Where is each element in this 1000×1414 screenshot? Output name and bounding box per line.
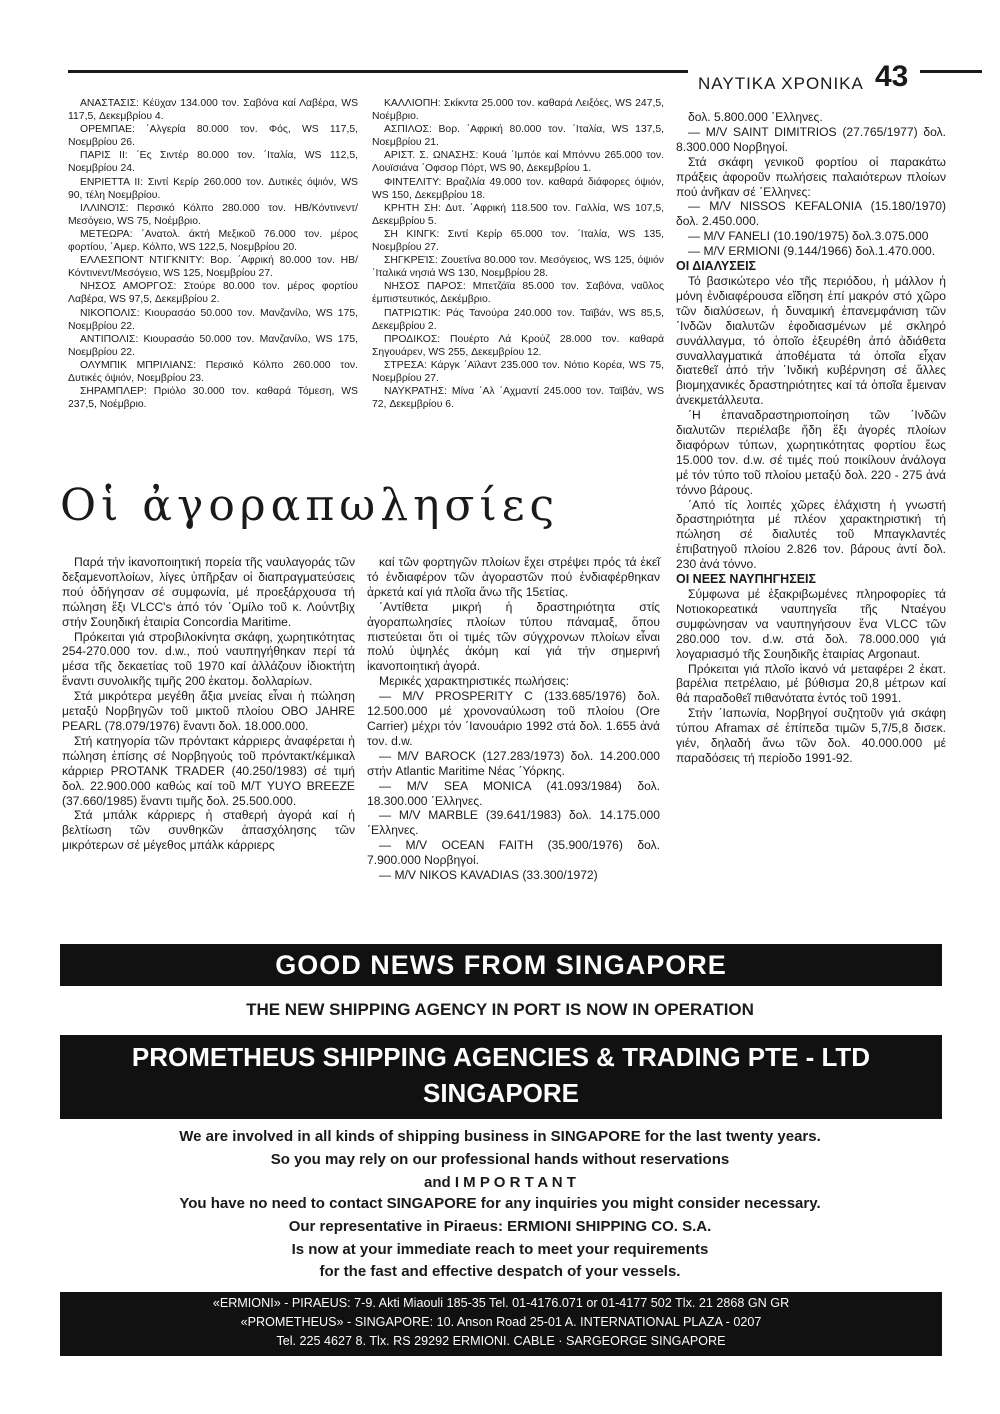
ad-subhead: THE NEW SHIPPING AGENCY IN PORT IS NOW IN OPERATION [246, 1000, 754, 1019]
list-item: ΣΗ ΚΙΝΓΚ: Σιντί Κερίρ 65.000 τον. ΄Ιταλία, WS 135, Νοεμβρίου 27. [372, 228, 664, 254]
ad-banner: GOOD NEWS FROM SINGAPORE [60, 944, 942, 986]
magazine-title: ΝΑΥΤΙΚΑ ΧΡΟΝΙΚΑ [698, 74, 864, 93]
list-item: ΑΝΑΣΤΑΣΙΣ: Κέϋχαν 134.000 τον. Σαβόνα καί Λαβέρα, WS 117,5, Δεκεμβρίου 4. [68, 98, 358, 123]
section-heading-scrapping: ΟΙ ΔΙΑΛΥΣΕΙΣ [676, 259, 757, 274]
paragraph: Στά μπάλκ κάρριερς ἡ σταθερή ἀγορά καί ἡ βελτίωση τῶν συνθηκῶν ἀπασχόλησης τῶν μικρότερων σέ μέγεθος μπάλκ κάρριερς [62, 808, 355, 853]
list-item: ΝΗΣΟΣ ΠΑΡΟΣ: Μπετζάϊα 85.000 τον. Σαβόνα, ναῦλος έμπιστευτικός, Δεκέμβριο. [372, 281, 664, 306]
article-col1 [62, 555, 355, 853]
paragraph: — M/V NISSOS KEFALONIA (15.180/1970) δολ. 2.450.000. [676, 199, 946, 229]
ad-text-line: and I M P O R T A N T [424, 1174, 576, 1191]
paragraph: Στά μικρότερα μεγέθη ἄξια μνείας εἶναι ἡ πώληση μεταξύ Νορβηγῶν τοῦ μικτοῦ πλοίου OBO JAHRE PEARL (78.079/1976) ἔναντι δολ. 18.000.000. [62, 689, 355, 733]
sales-list-col2 [372, 97, 664, 411]
list-item: ΚΡΗΤΗ ΣΗ: Δυτ. ΄Αφρική 118.500 τον. Γαλλία, WS 107,5, Δεκεμβρίου 5. [372, 202, 664, 227]
list-item: ΑΣΠΙΛΟΣ: Βορ. ΄Αφρική 80.000 τον. ΄Ιταλία, WS 137,5, Νοεμβρίου 21. [372, 124, 664, 149]
paragraph: — M/V SEA MONICA (41.093/1984) δολ. 18.300.000 ΄Ελληνες. [367, 778, 660, 808]
list-item: ΦΙΝΤΕΛΙΤΥ: Βραζιλία 49.000 τον. καθαρά διάφορες όψιόν, WS 150, Δεκεμβρίου 18. [372, 176, 664, 201]
paragraph: Μερικές χαρακτηριστικές πωλήσεις: [379, 674, 570, 689]
paragraph: Τό βασικώτερο νέο τῆς περιόδου, ἡ μάλλον ἡ μόνη ἐνδιαφέρουσα εἴδηση ἐπί μακρόν στό χῶρο τῶν διαλύσεων, ἡ δυναμική ἐπανεμφάνιση τῶν ΄Ινδῶν διαλυτῶν ἐφοδιασμένων μέ σκληρό συνάλλαγμα, τό ὁποῖο ἐξευρέθη ἀπό ἀδιάθετα συναλλαγματικά ἀποθέματα τά ὁποῖα εἶχαν διατεθεῖ ἀπό τήν ΄Ινδική κυβέρνηση σέ ἄλλες βιομηχανικές δραστηριότητες καί τά ὁποῖα ἔμειναν ἀνεκμετάλλευτα. [676, 273, 946, 408]
paragraph: Πρόκειται γιά στροβιλοκίνητα σκάφη, χωρητικότητας 254-270.000 τον. d.w., πού ναυπηγήθηκαν περί τά μέσα τῆς δεκαετίας τοῦ 1970 καί ἀλλάζουν ἰδιοκτήτη ἔναντι συνολικῆς τιμῆς 200 ἑκατομ. δολλαρίων. [62, 629, 355, 689]
list-item: ΝΗΣΟΣ ΑΜΟΡΓΟΣ: Στούρε 80.000 τον. μέρος φορτίου Λαβέρα, WS 97,5, Δεκεμβρίου 2. [68, 281, 358, 306]
paragraph: Παρά τήν ἱκανοποιητική πορεία τῆς ναυλαγοράς τῶν δεξαμενοπλοίων, λίγες ὑπῆρξαν οἱ διαπραγματεύσεις πού ὁδήγησαν σέ συμφωνία, μέ προεξάρχουσα τή πώληση ἕξι VLCC's ἀπό τόν ΄Ομίλο τοῦ κ. Λούντβιχ στήν Σουηδική ἑταιρία Concordia Maritime. [62, 555, 355, 629]
ad-text-line: We are involved in all kinds of shipping business in SINGAPORE for the last twenty years. [179, 1128, 821, 1145]
paragraph: Πρόκειται γιά πλοῖο ἱκανό νά μεταφέρει 2 ἑκατ. βαρέλια πετρέλαιο, μέ βύθισμα 20,8 μέτρων καί θά παραδοθεῖ πιθανότατα ἐντός τοῦ 1991. [676, 661, 946, 706]
list-item: ΟΡΕΜΠΑΕ: ΄Αλγερία 80.000 τον. Φός, WS 117,5, Νοεμβρίου 26. [68, 124, 358, 149]
ad-company-city: SINGAPORE [422, 1078, 580, 1108]
list-item: ΝΑΥΚΡΑΤΗΣ: Μίνα ΄Αλ ΄Αχμαντί 245.000 τον. Ταϊβάν, WS 72, Δεκεμβρίου 6. [372, 386, 664, 411]
page-number: 43 [875, 60, 909, 93]
ad-company-name: PROMETHEUS SHIPPING AGENCIES & TRADING PTE - LTD [131, 1042, 871, 1072]
list-item: ΕΛΛΕΣΠΟΝΤ ΝΤΙΓΚΝΙΤΥ: Βορ. ΄Αφρική 80.000 τον. ΗΒ/Κόντινεντ/Μεσόγειο, WS 125, Νοεμβρίου 27. [68, 255, 358, 280]
list-item: ΠΡΟΔΙΚΟΣ: Πουέρτο Λά Κρούζ 28.000 τον. καθαρά Σηγουάρεν, WS 255, Δεκεμβρίου 12. [372, 333, 664, 358]
list-item: ΕΝΡΙΕΤΤΑ ΙΙ: Σιντί Κερίρ 260.000 τον. Δυτικές όψιόν, WS 90, τέλη Νοεμβρίου. [68, 176, 358, 201]
header-rule-right [920, 70, 982, 73]
article-col2 [367, 555, 660, 883]
section-heading-newbuildings: ΟΙ ΝΕΕΣ ΝΑΥΠΗΓΗΣΕΙΣ [676, 572, 817, 587]
ad-text-line: Our representative in Piraeus: ERMIONI SHIPPING CO. S.A. [288, 1218, 712, 1235]
list-item: ΣΗΡΑΜΠΛΕΡ: Πριόλο 30.000 τον. καθαρά Τόμεση, WS 237,5, Νοέμβριο. [68, 386, 358, 411]
ad-text-line: So you may rely on our professional hands without reservations [270, 1151, 730, 1168]
article-headline: Οἱ ἀγοραπωλησίες [60, 480, 560, 531]
paragraph: — M/V FANELI (10.190/1975) δολ.3.075.000 [688, 229, 929, 244]
paragraph: καί τῶν φορτηγῶν πλοίων ἔχει στρέψει πρός τά ἐκεῖ τό ἐνδιαφέρον τῶν ἀγοραστῶν πού ἐνδιαφέρθηκαν ἀρκετά καί γιά πλοῖα ἄνω τῆς 15ετίας. [367, 555, 660, 599]
ad-text-line: for the fast and effective despatch of your vessels. [319, 1263, 681, 1280]
list-item: ΝΙΚΟΠΟΛΙΣ: Κιουρασάο 50.000 τον. Μανζανίλο, WS 175, Νοεμβρίου 22. [68, 307, 358, 332]
list-item: ΣΤΡΕΣΑ: Κάργκ ΄Αϊλαντ 235.000 τον. Νότιο Κορέα, WS 75, Νοεμβρίου 27. [372, 359, 664, 384]
paragraph: Στή κατηγορία τῶν πρόντακτ κάρριερς ἀναφέρεται ἡ πώληση ἐπίσης σέ Νορβηγούς τοῦ πρόντακτ/κέμικαλ κάρριερ PROTANK TRADER (40.250/1983) σέ τιμή δολ. 22.900.000 καθώς καί τοῦ M/T YUYO BREEZE (37.660/1985) ἔναντι τιμῆς δολ. 25.500.000. [62, 733, 355, 808]
ad-text-line: Is now at your immediate reach to meet your requirements [291, 1241, 709, 1258]
paragraph: — M/V OCEAN FAITH (35.900/1976) δολ. 7.900.000 Νορβηγοί. [367, 838, 660, 868]
paragraph: Στά σκάφη γενικοῦ φορτίου οἱ παρακάτω πράξεις ἀφοροῦν πωλήσεις παλαιότερων πλοίων πού ἀνῆκαν σέ ΄Ελληνες: [676, 154, 946, 199]
sales-list-col1 [68, 97, 358, 411]
list-item: ΠΑΡΙΣ ΙΙ: ΄Ες Σιντέρ 80.000 τον. ΄Ιταλία, WS 112,5, Νοεμβρίου 24. [68, 150, 358, 175]
contact-line: «PROMETHEUS» - SINGAPORE: 10. Anson Road 25-01 A. INTERNATIONAL PLAZA - 0207 [240, 1315, 762, 1329]
list-item: ΣΗΓΚΡΕΊΣ: Ζουετίνα 80.000 τον. Μεσόγειος, WS 125, όψιόν ΄Ιταλικά νησιά WS 130, Νοεμβρίου 28. [372, 255, 664, 280]
ad-company-block [60, 1035, 942, 1119]
article-col3 [676, 110, 946, 766]
paragraph: ΄Η ἐπαναδραστηριοποίηση τῶν ΄Ινδῶν διαλυτῶν περιέλαβε ἤδη ἕξι ἀγορές πλοίων διαφόρων τύπων, χωρητικότητας φορτίου ἕως 15.000 τον. d.w. σέ τιμές πού ποικίλουν ἀνάλογα μέ τόν τύπο τοῦ πλοίου μεταξύ δολ. 220 - 275 ἀνά τόννο βάρους. [676, 408, 946, 497]
paragraph: — M/V NIKOS KAVADIAS (33.300/1972) [379, 868, 598, 883]
paragraph: Σύμφωνα μέ ἐξακριβωμένες πληροφορίες τά Νοτιοκορεατικά ναυπηγεῖα τῆς Νταέγου συμφώνησαν να ναυπηγήσουν ἕνα VLCC τῶν 280.000 τον. d.w. στά δολ. 78.000.000 γιά λογαριασμό τῆς Σουηδικῆς ἑταιρίας Argonaut. [676, 587, 946, 661]
paragraph: ΄Αντίθετα μικρή ἡ δραστηριότητα στίς ἀγοραπωλησίες πλοίων τύπου πάναμαξ, ὅπου πιστεύεται ὅτι οἱ τιμές τῶν σύγχρονων πλοίων εἶναι πολύ ὑψηλές ἀκόμη καί γιά τήν σημερινή ἱκανοποιητική ἀγορά. [367, 599, 660, 674]
paragraph: Στήν ΄Ιαπωνία, Νορβηγοί συζητοῦν γιά σκάφη τύπου Aframax σέ ἐπίπεδα τιμῶν 5,7/5,8 δισεκ. γιέν, δηλαδή ἄνω τῶν δολ. 40.000.000 μέ παραδόσεις τή περίοδο 1991-92. [676, 706, 946, 765]
header-rule-left [68, 70, 688, 73]
list-item: ΑΝΤΙΠΟΛΙΣ: Κιουρασάο 50.000 τον. Μανζανίλο, WS 175, Νοεμβρίου 22. [68, 333, 358, 358]
list-item: ΙΛΛΙΝΟΊΣ: Περσικό Κόλπο 280.000 τον. ΗΒ/Κόντινεντ/ Μεσόγειο, WS 75, Νοέμβριο. [68, 202, 358, 227]
contact-line: «ERMIONI» - PIRAEUS: 7-9. Akti Miaouli 185-35 Tel. 01-4176.071 or 01-4177 502 Tlx. 21 2868 GN GR [212, 1296, 790, 1310]
list-item: ΑΡΙΣΤ. Σ. ΩΝΑΣΗΣ: Κουά ΄Ιμπόε καί Μπόννυ 265.000 τον. Λουϊσιάνα ΄Οφσορ Πόρτ, WS 90, Δεκεμβρίου 1. [372, 150, 664, 175]
paragraph: ΄Από τίς λοιπές χῶρες ἐλάχιστη ἡ γνωστή δραστηριότητα μέ πλέον χαρακτηριστική τή πώληση σέ διαλυτές τοῦ Μπαγκλαντές ἐπιβατηγοῦ πλοίου 2.826 τον. βάρους ἀντί δολ. 230 ἀνά τόννο. [676, 497, 946, 572]
ad-text-line: You have no need to contact SINGAPORE for any inquiries you might consider necessary. [179, 1195, 821, 1212]
contact-line: Tel. 225 4627 8. Tlx. RS 29292 ERMIONI. CABLE · SARGEORGE SINGAPORE [276, 1334, 726, 1348]
paragraph: — M/V ERMIONI (9.144/1966) δολ.1.470.000. [688, 244, 936, 259]
list-item: ΟΛΥΜΠΙΚ ΜΠΡΙΛΙΑΝΣ: Περσικό Κόλπο 260.000 τον. Δυτικές όψιόν, Νοεμβρίου 23. [68, 359, 358, 384]
list-item: ΜΕΤΕΩΡΑ: ΄Ανατολ. άκτή Μεξικοῦ 76.000 τον. μέρος φορτίου, ΄Αμερ. Κόλπο, WS 122,5, Νοεμβρίου 20. [68, 228, 358, 254]
paragraph: — M/V SAINT DIMITRIOS (27.765/1977) δολ. 8.300.000 Νορβηγοί. [676, 124, 946, 154]
paragraph: — M/V PROSPERITY C (133.685/1976) δολ. 12.500.000 μέ χρονοναύλωση τοῦ πλοίου (Ore Carrier) μέχρι τόν ΄Ιανουάριο 1992 στά δολ. 1.655 ἀνά τον. d.w. [367, 689, 660, 748]
paragraph: — M/V MARBLE (39.641/1983) δολ. 14.175.000 ΄Ελληνες. [367, 808, 660, 838]
list-item: ΚΑΛΛΙΟΠΗ: Σκίκντα 25.000 τον. καθαρά Λειξόες, WS 247,5, Νοέμβριο. [372, 98, 664, 123]
list-item: ΠΑΤΡΙΩΤΙΚ: Ράς Τανούρα 240.000 τον. Ταϊβάν, WS 85,5, Δεκεμβρίου 2. [372, 307, 664, 332]
ad-contact-footer [60, 1292, 942, 1356]
paragraph: δολ. 5.800.000 ΄Ελληνες. [688, 110, 823, 124]
paragraph: — M/V BAROCK (127.283/1973) δολ. 14.200.000 στήν Atlantic Maritime Νέας ΄Υόρκης. [367, 748, 660, 778]
